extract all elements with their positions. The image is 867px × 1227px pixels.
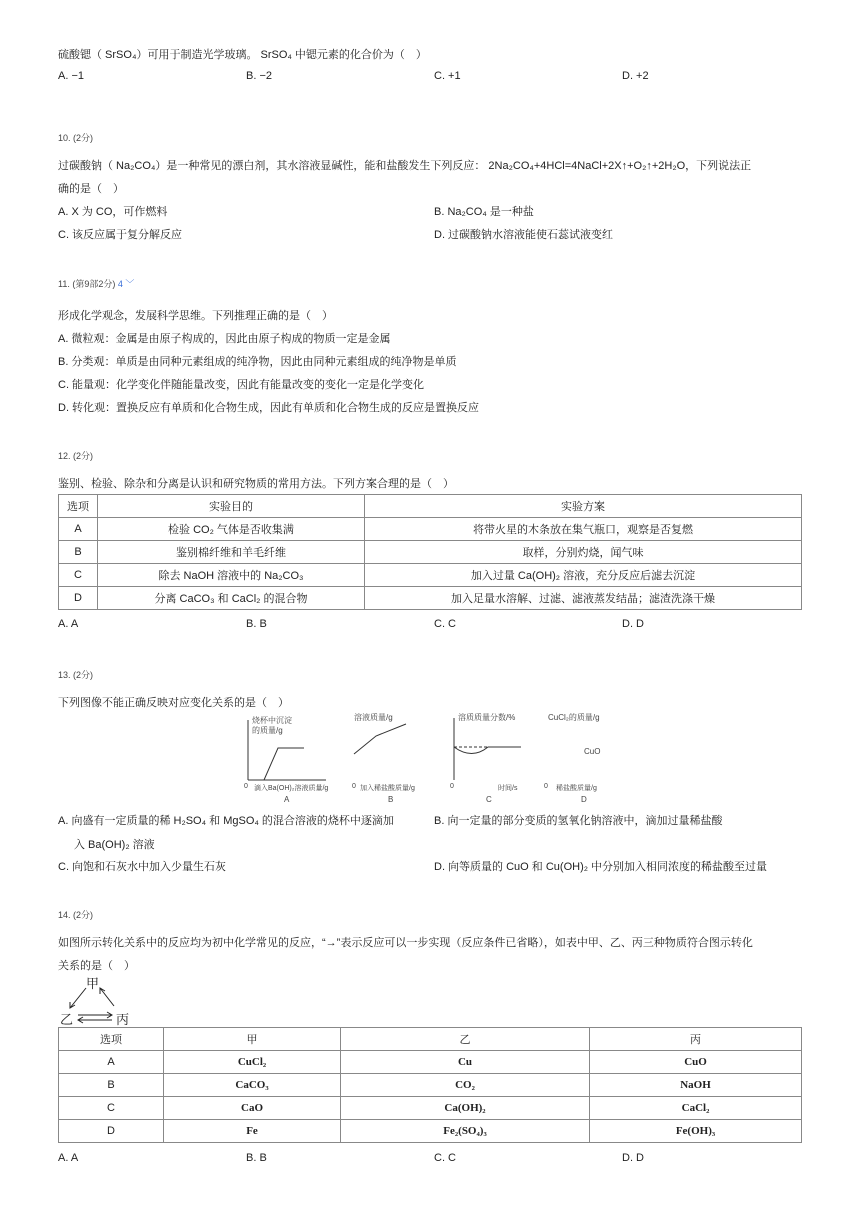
q10-stem-line2: 确的是（ ） <box>58 183 124 195</box>
q11-option-a[interactable]: A. 微粒观：金属是由原子构成的，因此由原子构成的物质一定是金属 <box>58 333 391 345</box>
q14-transform-diagram <box>58 974 138 1026</box>
table-cell: 分离 CaCO₃ 和 CaCl₂ 的混合物 <box>98 587 365 610</box>
q12-option-b[interactable]: B. B <box>246 618 267 630</box>
table-header-cell: 选项 <box>59 495 98 518</box>
table-cell: NaOH <box>590 1074 802 1097</box>
graph-d-ylabel: CuCl₂的质量/g <box>548 713 600 722</box>
q11-number <box>58 277 134 290</box>
graph-a-tag: A <box>284 795 290 804</box>
arrow-top-to-left <box>70 988 86 1008</box>
q14-option-a[interactable]: A. A <box>58 1152 79 1164</box>
q11-number-text: 11. (第9部2分) <box>58 279 116 289</box>
table-header-cell: 甲 <box>164 1028 341 1051</box>
table-cell: B <box>59 1074 164 1097</box>
table-cell: Cu <box>341 1051 590 1074</box>
graph-c-ylabel: 溶质质量分数/% <box>458 713 516 722</box>
graph-a-ylabel-1: 烧杯中沉淀 <box>252 716 292 725</box>
graph-c <box>450 712 521 804</box>
graph-b-origin: 0 <box>352 783 356 790</box>
table-cell: CuO <box>590 1051 802 1074</box>
diagram-node-left: 乙 <box>60 1012 74 1026</box>
table-row <box>59 564 802 587</box>
graph-b-xlabel: 加入稀盐酸质量/g <box>360 785 415 792</box>
q14-stem-line1: 如图所示转化关系中的反应均为初中化学常见的反应，“→”表示反应可以一步实现（反应条件已省略），如表中甲、乙、丙三种物质符合图示转化 <box>58 937 753 949</box>
q10-option-d[interactable]: D. 过碳酸钠水溶液能使石蕊试液变红 <box>434 229 614 241</box>
table-cell: CaCl₂ <box>590 1097 802 1120</box>
table-cell: CuCl₂ <box>164 1051 341 1074</box>
table-row <box>59 518 802 541</box>
q12-table <box>58 494 802 610</box>
q14-option-c[interactable]: C. C <box>434 1152 456 1164</box>
table-cell: 取样，分别灼烧，闻气味 <box>365 541 802 564</box>
table-header-cell: 乙 <box>341 1028 590 1051</box>
table-cell: A <box>59 1051 164 1074</box>
table-cell: C <box>59 564 98 587</box>
table-cell: D <box>59 1120 164 1143</box>
graph-c-curve <box>454 747 521 754</box>
table-header-cell: 实验目的 <box>98 495 365 518</box>
graph-b <box>352 712 415 804</box>
q13-option-b[interactable]: B. 向一定量的部分变质的氢氧化钠溶液中，滴加过量稀盐酸 <box>434 815 723 827</box>
graph-d-origin: 0 <box>544 783 548 790</box>
q13-number: 13. (2分) <box>58 670 94 680</box>
table-row <box>59 1120 802 1143</box>
q9-option-a[interactable]: A. −1 <box>58 70 84 82</box>
q11-expand-link[interactable]: 4 ﹀ <box>117 279 135 289</box>
q11-option-d[interactable]: D. 转化观：置换反应有单质和化合物生成，因此有单质和化合物生成的反应是置换反应 <box>58 402 480 414</box>
q13-stem: 下列图像不能正确反映对应变化关系的是（ ） <box>58 697 289 709</box>
table-cell: Fe <box>164 1120 341 1143</box>
q14-option-d[interactable]: D. D <box>622 1152 644 1164</box>
q11-option-c[interactable]: C. 能量观：化学变化伴随能量改变，因此有能量改变的变化一定是化学变化 <box>58 379 425 391</box>
q9-stem: 硫酸锶（ SrSO₄）可用于制造光学玻璃。 SrSO₄ 中锶元素的化合价为（ ） <box>58 49 427 61</box>
table-cell: D <box>59 587 98 610</box>
table-cell: CO₂ <box>341 1074 590 1097</box>
table-header-cell: 实验方案 <box>365 495 802 518</box>
q13-option-a-line1[interactable]: A. 向盛有一定质量的稀 H₂SO₄ 和 MgSO₄ 的混合溶液的烧杯中逐滴加 <box>58 815 394 827</box>
graph-d-tag: D <box>581 795 587 804</box>
table-row <box>59 587 802 610</box>
graph-a <box>244 715 328 804</box>
graph-c-tag: C <box>486 795 492 804</box>
q9-option-d[interactable]: D. +2 <box>622 70 649 82</box>
q12-option-a[interactable]: A. A <box>58 618 79 630</box>
table-cell: Fe(OH)₃ <box>590 1120 802 1143</box>
table-cell: 加入足量水溶解、过滤、滤液蒸发结晶；滤渣洗涤干燥 <box>365 587 802 610</box>
q12-stem: 鉴别、检验、除杂和分离是认识和研究物质的常用方法。下列方案合理的是（ ） <box>58 478 454 490</box>
table-cell: A <box>59 518 98 541</box>
graph-d <box>544 712 600 804</box>
diagram-node-right: 丙 <box>116 1012 130 1026</box>
q14-stem-line2: 关系的是（ ） <box>58 960 135 972</box>
table-cell: CaCO₃ <box>164 1074 341 1097</box>
table-cell: 检验 CO₂ 气体是否收集满 <box>98 518 365 541</box>
q9-option-b[interactable]: B. −2 <box>246 70 272 82</box>
q9-option-c[interactable]: C. +1 <box>434 70 461 82</box>
graph-b-ylabel: 溶液质量/g <box>354 713 393 722</box>
table-row <box>59 1051 802 1074</box>
q10-option-a[interactable]: A. X 为 CO，可作燃料 <box>58 206 168 218</box>
q13-option-a-line2[interactable]: 入 Ba(OH)₂ 溶液 <box>74 839 155 851</box>
q10-option-c[interactable]: C. 该反应属于复分解反应 <box>58 229 183 241</box>
table-header-cell: 丙 <box>590 1028 802 1051</box>
q13-option-d[interactable]: D. 向等质量的 CuO 和 Cu(OH)₂ 中分别加入相同浓度的稀盐酸至过量 <box>434 861 768 873</box>
graph-c-origin: 0 <box>450 783 454 790</box>
graph-d-xlabel: 稀盐酸质量/g <box>556 785 597 792</box>
table-row <box>59 1074 802 1097</box>
arrow-right-to-top <box>100 988 114 1006</box>
q14-number: 14. (2分) <box>58 910 94 920</box>
q10-option-b[interactable]: B. Na₂CO₄ 是一种盐 <box>434 206 534 218</box>
graph-b-tag: B <box>388 795 394 804</box>
table-cell: Fe₂(SO₄)₃ <box>341 1120 590 1143</box>
table-header-row <box>59 1028 802 1051</box>
diagram-node-top: 甲 <box>86 976 100 991</box>
table-cell: 将带火星的木条放在集气瓶口，观察是否复燃 <box>365 518 802 541</box>
q11-option-b[interactable]: B. 分类观：单质是由同种元素组成的纯净物，因此由同种元素组成的纯净物是单质 <box>58 356 457 368</box>
table-cell: C <box>59 1097 164 1120</box>
table-cell: 鉴别棉纤维和羊毛纤维 <box>98 541 365 564</box>
q12-option-d[interactable]: D. D <box>622 618 644 630</box>
graph-b-curve <box>354 724 406 754</box>
graph-c-xlabel: 时间/s <box>498 785 518 792</box>
q10-stem-line1: 过碳酸钠（ Na₂CO₄）是一种常见的漂白剂，其水溶液显碱性，能和盐酸发生下列反应： 2Na₂CO₄+4HCl=4NaCl+2X↑+O₂↑+2H₂O，下列说法正 <box>58 160 752 172</box>
q12-option-c[interactable]: C. C <box>434 618 456 630</box>
graph-a-curve <box>264 748 304 780</box>
table-row <box>59 1097 802 1120</box>
graph-a-origin: 0 <box>244 783 248 790</box>
table-cell: B <box>59 541 98 564</box>
table-cell: 加入过量 Ca(OH)₂ 溶液，充分反应后滤去沉淀 <box>365 564 802 587</box>
graph-a-xlabel: 滴入Ba(OH)₂溶液质量/g <box>254 785 329 792</box>
q13-option-c[interactable]: C. 向饱和石灰水中加入少量生石灰 <box>58 861 227 873</box>
table-cell: 除去 NaOH 溶液中的 Na₂CO₃ <box>98 564 365 587</box>
q13-graphs <box>236 710 636 806</box>
table-cell: CaO <box>164 1097 341 1120</box>
table-header-cell: 选项 <box>59 1028 164 1051</box>
graph-a-ylabel-2: 的质量/g <box>252 726 283 735</box>
table-row <box>59 541 802 564</box>
table-cell: Ca(OH)₂ <box>341 1097 590 1120</box>
q14-table <box>58 1027 802 1143</box>
q12-number: 12. (2分) <box>58 451 94 461</box>
table-header-row <box>59 495 802 518</box>
q14-option-b[interactable]: B. B <box>246 1152 267 1164</box>
q11-stem: 形成化学观念，发展科学思维。下列推理正确的是（ ） <box>58 310 333 322</box>
graph-d-series-label: CuO <box>584 747 601 756</box>
q10-number: 10. (2分) <box>58 133 94 143</box>
